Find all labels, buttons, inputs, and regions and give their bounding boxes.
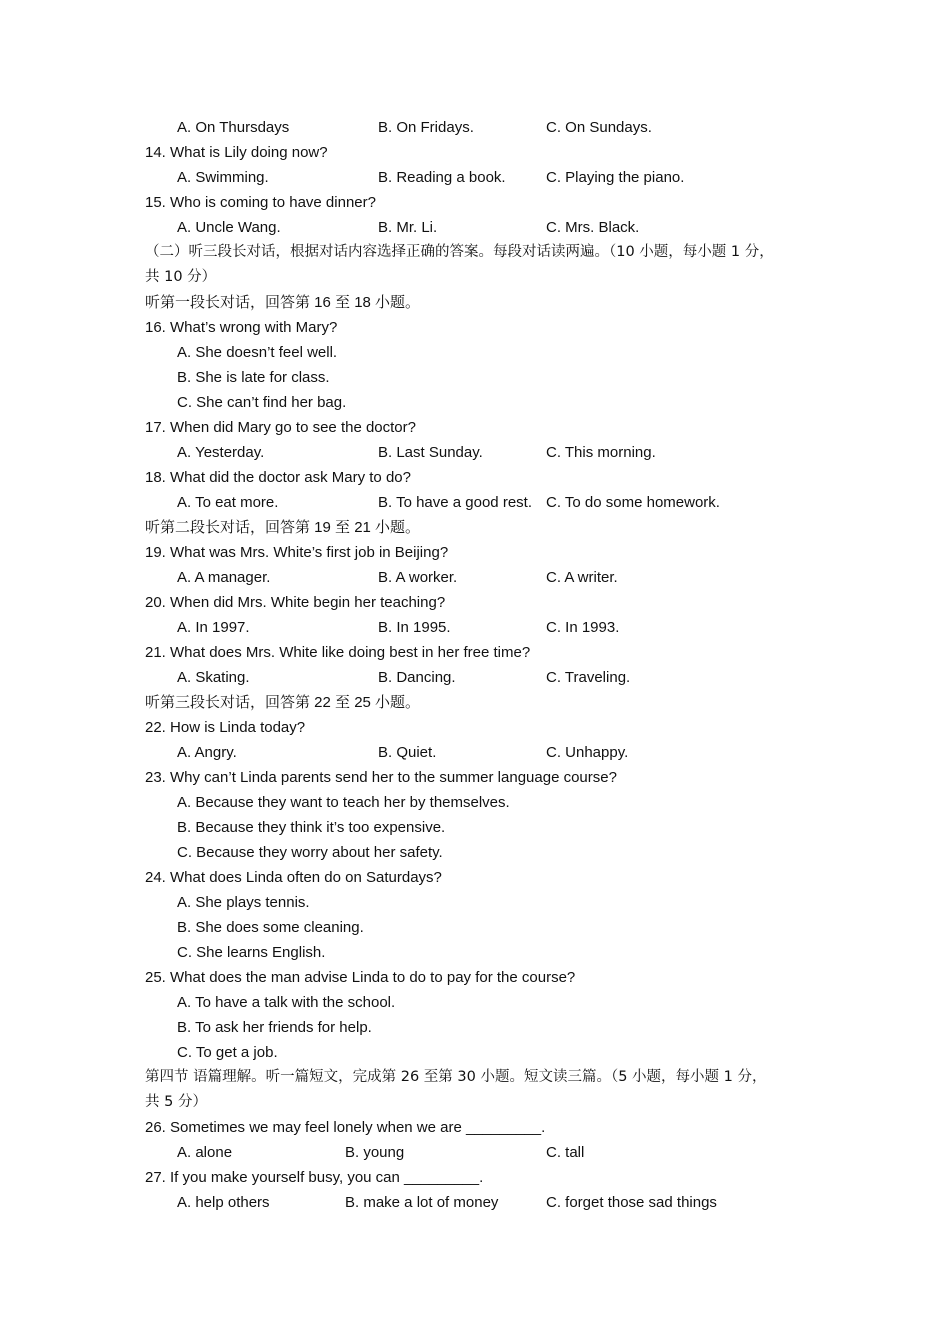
q17-option-b: B. Last Sunday. [378, 444, 483, 461]
q23-option-a: A. Because they want to teach her by themselves. [177, 794, 510, 811]
q18-option-a: A. To eat more. [177, 494, 279, 511]
q14-option-a: A. Swimming. [177, 169, 269, 186]
dialog3-instruction: 听第三段长对话，回答第 22 至 25 小题。 [145, 694, 421, 711]
q21-option-a: A. Skating. [177, 669, 250, 686]
q18-option-b: B. To have a good rest. [378, 494, 532, 511]
q25-stem: 25. What does the man advise Linda to do to pay for the course? [145, 969, 576, 986]
q25-option-b: B. To ask her friends for help. [177, 1019, 372, 1036]
q24-option-c: C. She learns English. [177, 944, 326, 961]
q24-stem: 24. What does Linda often do on Saturdays? [145, 869, 442, 886]
q16-option-b: B. She is late for class. [177, 369, 330, 386]
q27-option-a: A. help others [177, 1194, 270, 1211]
q24-option-a: A. She plays tennis. [177, 894, 310, 911]
q15-option-b: B. Mr. Li. [378, 219, 438, 236]
q20-option-c: C. In 1993. [546, 619, 620, 636]
part4-heading-line2: 共 5 分） [145, 1094, 207, 1110]
q14-option-b: B. Reading a book. [378, 169, 506, 186]
q26-stem: 26. Sometimes we may feel lonely when we are _________. [145, 1119, 546, 1136]
q13-option-b: B. On Fridays. [378, 119, 474, 136]
part4-heading [145, 1065, 825, 1115]
q22-option-a: A. Angry. [177, 744, 237, 761]
dialog2-instruction: 听第二段长对话，回答第 19 至 21 小题。 [145, 519, 421, 536]
q19-option-c: C. A writer. [546, 569, 618, 586]
q20-option-a: A. In 1997. [177, 619, 250, 636]
q15-option-a: A. Uncle Wang. [177, 219, 281, 236]
q14-option-c: C. Playing the piano. [546, 169, 685, 186]
q26-option-c: C. tall [546, 1144, 585, 1161]
q16-stem: 16. What’s wrong with Mary? [145, 319, 338, 336]
q27-option-b: B. make a lot of money [345, 1194, 499, 1211]
q22-option-c: C. Unhappy. [546, 744, 629, 761]
q23-option-b: B. Because they think it’s too expensive. [177, 819, 446, 836]
q16-option-c: C. She can’t find her bag. [177, 394, 347, 411]
q27-stem: 27. If you make yourself busy, you can _________. [145, 1169, 484, 1186]
q19-option-a: A. A manager. [177, 569, 271, 586]
q21-stem: 21. What does Mrs. White like doing best in her free time? [145, 644, 531, 661]
q14-stem: 14. What is Lily doing now? [145, 144, 328, 161]
q13-option-c: C. On Sundays. [546, 119, 652, 136]
q17-stem: 17. When did Mary go to see the doctor? [145, 419, 416, 436]
q22-option-b: B. Quiet. [378, 744, 437, 761]
part4-heading-line1: 第四节 语篇理解。听一篇短文，完成第 26 至第 30 小题。短文读三篇。（5 小题，每小题 1 分， [145, 1069, 767, 1085]
part2-heading-line2: 共 10 分） [145, 269, 217, 285]
q18-stem: 18. What did the doctor ask Mary to do? [145, 469, 411, 486]
q15-stem: 15. Who is coming to have dinner? [145, 194, 376, 211]
part2-heading [145, 240, 825, 290]
q23-stem: 23. Why can’t Linda parents send her to the summer language course? [145, 769, 617, 786]
q24-option-b: B. She does some cleaning. [177, 919, 364, 936]
q23-option-c: C. Because they worry about her safety. [177, 844, 443, 861]
q19-stem: 19. What was Mrs. White’s first job in Beijing? [145, 544, 449, 561]
dialog1-instruction: 听第一段长对话，回答第 16 至 18 小题。 [145, 294, 421, 311]
q26-option-b: B. young [345, 1144, 405, 1161]
q25-option-c: C. To get a job. [177, 1044, 278, 1061]
q22-stem: 22. How is Linda today? [145, 719, 306, 736]
q21-option-c: C. Traveling. [546, 669, 631, 686]
q20-option-b: B. In 1995. [378, 619, 451, 636]
q16-option-a: A. She doesn’t feel well. [177, 344, 338, 361]
q21-option-b: B. Dancing. [378, 669, 456, 686]
q18-option-c: C. To do some homework. [546, 494, 720, 511]
q17-option-a: A. Yesterday. [177, 444, 265, 461]
q15-option-c: C. Mrs. Black. [546, 219, 640, 236]
q13-option-a: A. On Thursdays [177, 119, 290, 136]
q25-option-a: A. To have a talk with the school. [177, 994, 396, 1011]
q26-option-a: A. alone [177, 1144, 233, 1161]
q27-option-c: C. forget those sad things [546, 1194, 717, 1211]
q20-stem: 20. When did Mrs. White begin her teaching? [145, 594, 446, 611]
part2-heading-line1: （二）听三段长对话，根据对话内容选择正确的答案。每段对话读两遍。（10 小题，每小题 1 分， [145, 244, 774, 260]
q19-option-b: B. A worker. [378, 569, 458, 586]
q17-option-c: C. This morning. [546, 444, 656, 461]
